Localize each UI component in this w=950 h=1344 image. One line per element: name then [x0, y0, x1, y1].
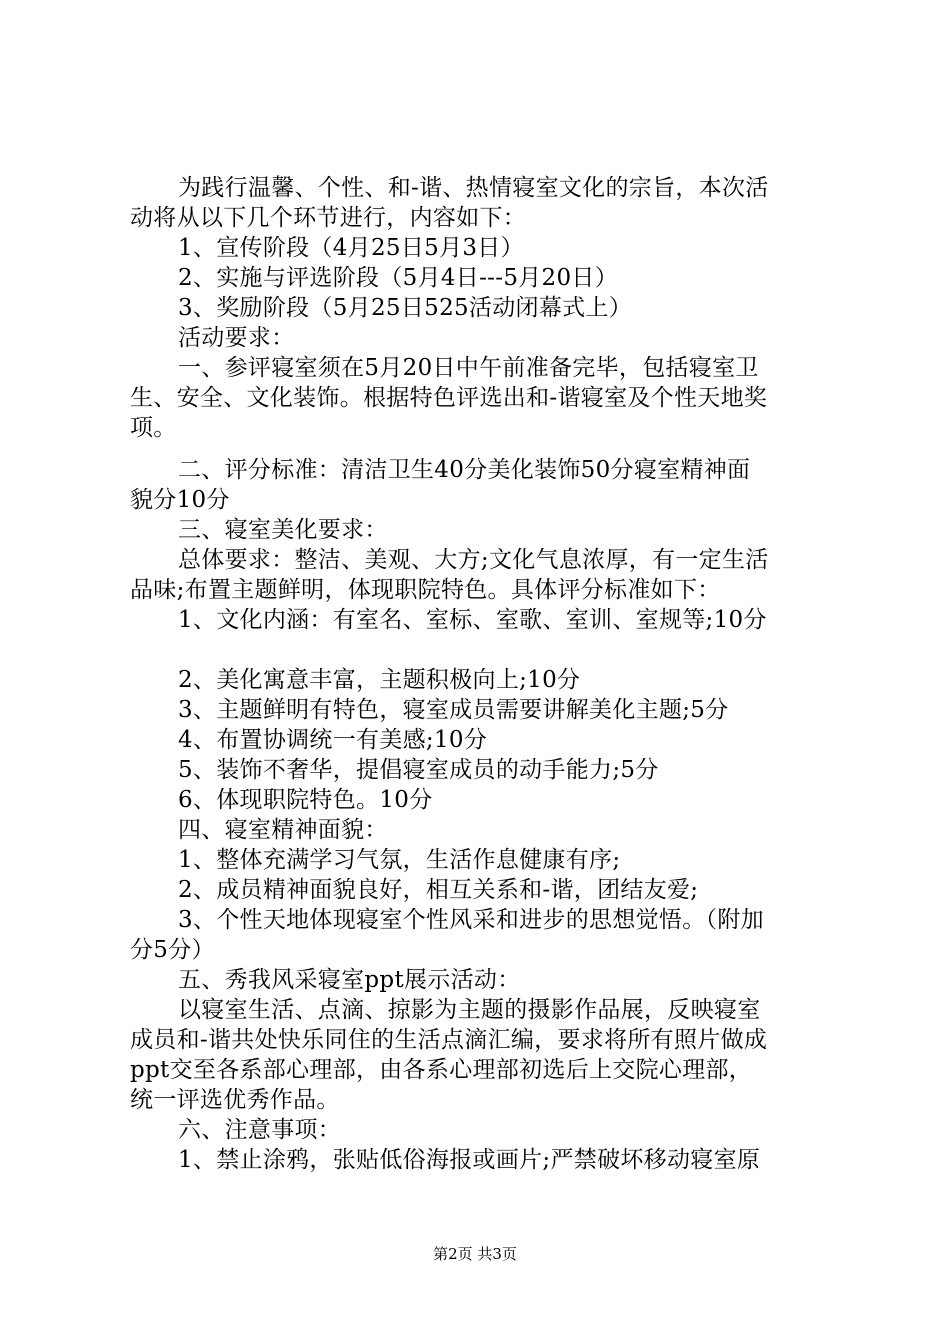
list-item: 1、整体充满学习气氛，生活作息健康有序;	[178, 847, 621, 873]
list-item: 3、主题鲜明有特色，寝室成员需要讲解美化主题;5分	[178, 697, 729, 723]
list-item: 5、装饰不奢华，提倡寝室成员的动手能力;5分	[178, 757, 659, 783]
list-item: 2、成员精神面貌良好，相互关系和-谐，团结友爱;	[178, 877, 699, 903]
paragraph-line: 为践行温馨、个性、和-谐、热情寝室文化的宗旨，本次活	[178, 175, 769, 201]
paragraph-line: 品味;布置主题鲜明，体现职院特色。具体评分标准如下：	[130, 577, 721, 603]
paragraph-line: 一、参评寝室须在5月20日中午前准备完毕，包括寝室卫	[178, 355, 759, 381]
blank-line	[130, 635, 830, 665]
section-heading: 四、寝室精神面貌：	[178, 817, 388, 843]
list-item: 3、个性天地体现寝室个性风采和进步的思想觉悟。（附加	[178, 907, 764, 933]
list-item: 4、布置协调统一有美感;10分	[178, 727, 488, 753]
section-heading: 三、寝室美化要求：	[178, 517, 388, 543]
list-item: 6、体现职院特色。10分	[178, 787, 433, 813]
paragraph-line: 总体要求：整洁、美观、大方;文化气息浓厚，有一定生活	[178, 547, 769, 573]
paragraph-line: ppt交至各系部心理部，由各系心理部初选后上交院心理部，	[130, 1057, 753, 1083]
list-item: 2、美化寓意丰富，主题积极向上;10分	[178, 667, 581, 693]
section-heading: 五、秀我风采寝室ppt展示活动：	[178, 967, 521, 993]
page-number-footer: 第2页 共3页	[433, 1245, 517, 1263]
paragraph-line: 成员和-谐共处快乐同住的生活点滴汇编，要求将所有照片做成	[130, 1027, 768, 1053]
paragraph-line: 项。	[130, 415, 177, 441]
list-item: 1、禁止涂鸦，张贴低俗海报或画片;严禁破坏移动寝室原	[178, 1147, 761, 1173]
list-item: 3、奖励阶段（5月25日525活动闭幕式上）	[178, 295, 633, 321]
paragraph-line: 以寝室生活、点滴、掠影为主题的摄影作品展，反映寝室	[178, 997, 761, 1023]
paragraph-line: 动将从以下几个环节进行，内容如下：	[130, 205, 527, 231]
paragraph-line: 貌分10分	[130, 487, 230, 513]
paragraph-line: 二、评分标准：清洁卫生40分美化装饰50分寝室精神面	[178, 457, 751, 483]
list-item: 2、实施与评选阶段（5月4日---5月20日）	[178, 265, 619, 291]
list-item: 1、文化内涵：有室名、室标、室歌、室训、室规等;10分	[178, 607, 767, 633]
list-item: 1、宣传阶段（4月25日5月3日）	[178, 235, 524, 261]
paragraph-line: 分5分）	[130, 937, 215, 963]
paragraph-line: 统一评选优秀作品。	[130, 1087, 340, 1113]
section-heading: 活动要求：	[178, 325, 295, 351]
document-body	[130, 173, 830, 1175]
section-heading: 六、注意事项：	[178, 1117, 342, 1143]
paragraph-line: 生、安全、文化装饰。根据特色评选出和-谐寝室及个性天地奖	[130, 385, 768, 411]
